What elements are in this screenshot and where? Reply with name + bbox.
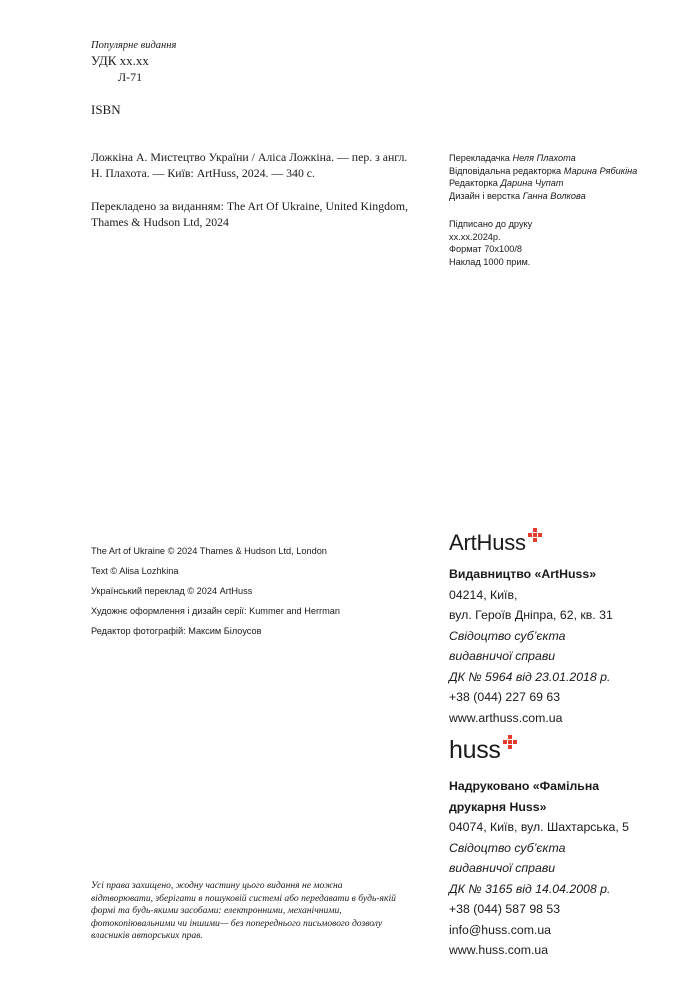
print-info-line: хх.хх.2024р. [449,231,501,242]
udk-code: УДК хх.хх [91,53,149,68]
copyright-line: Художнє оформлення і дизайн серії: Kummer and Herrman [91,606,340,616]
staff-line: Перекладачка Неля Плахота [449,153,576,163]
huss-logo-text: huss [449,736,501,764]
copyright-line: Редактор фотографій: Максим Білоусов [91,626,262,636]
translated-from: Перекладено за виданням: The Art Of Ukraine, United Kingdom, Thames & Hudson Ltd, 2024 [91,199,409,229]
copyright-line: The Art of Ukraine © 2024 Thames & Hudson Ltd, London [91,546,327,556]
arthuss-logo [449,532,542,554]
printer-cert: видавничої справи [449,861,556,875]
copyright-line: Text © Alisa Lozhkina [91,566,179,576]
rights-notice: Усі права захищено, жодну частину цього видання не можна відтворювати, зберігати в пошуковій системі або передавати в будь-якій формі та будь-якими засобами: електронними, механічними, фотокопіювальними чи іншими— без попереднього письмового дозволу власників авторських прав. [91,880,396,941]
publisher-cert: Свідоцтво суб’єкта [449,628,566,643]
printer-info [449,776,629,961]
publisher-cert-number: ДК № 5964 від 23.01.2018 р. [449,669,611,684]
print-info-line: Наклад 1000 прим. [449,256,531,267]
red-squares-icon [503,735,517,749]
publisher-website: www.arthuss.com.ua [449,710,563,725]
publisher-name: Видавництво «ArtHuss» [449,567,597,581]
print-info [449,218,532,268]
publisher-phone: +38 (044) 227 69 63 [449,690,561,704]
printer-address: 04074, Київ, вул. Шахтарська, 5 [449,820,629,834]
printer-name: Надруковано «Фамільна [449,779,600,793]
printer-cert: Свідоцтво суб’єкта [449,840,566,855]
bibliographic-citation: Ложкіна А. Мистецтво України / Аліса Ложкіна. — пер. з англ. Н. Плахота. — Київ: ArtHuss, 2024. — 340 с. [91,150,408,180]
series-label: Популярне видання [91,40,177,51]
printer-cert-number: ДК № 3165 від 14.04.2008 р. [449,881,611,896]
staff-credits [449,152,637,202]
print-info-line: Формат 70х100/8 [449,244,522,254]
staff-line: Дизайн і верстка Ганна Волкова [449,190,586,201]
red-squares-icon [528,528,542,542]
isbn: ISBN [91,102,121,117]
publisher-cert: видавничої справи [449,649,556,663]
copyright-list [91,546,340,646]
huss-logo [449,738,517,763]
publisher-street: вул. Героїв Дніпра, 62, кв. 31 [449,608,613,622]
copyright-line: Український переклад © 2024 ArtHuss [91,586,253,596]
staff-line: Відповідальна редакторка Марина Рябикіна [449,165,638,176]
staff-line: Редакторка Дарина Чупат [449,178,564,188]
publisher-city: 04214, Київ, [449,587,518,602]
publisher-info [449,564,613,728]
print-info-line: Підписано до друку [449,219,533,229]
library-code: Л-71 [118,70,143,84]
printer-email: info@huss.com.ua [449,922,552,937]
arthuss-logo-text: ArtHuss [449,530,526,555]
printer-name: друкарня Huss» [449,799,547,814]
printer-phone: +38 (044) 587 98 53 [449,902,561,916]
printer-website: www.huss.com.ua [449,943,549,957]
